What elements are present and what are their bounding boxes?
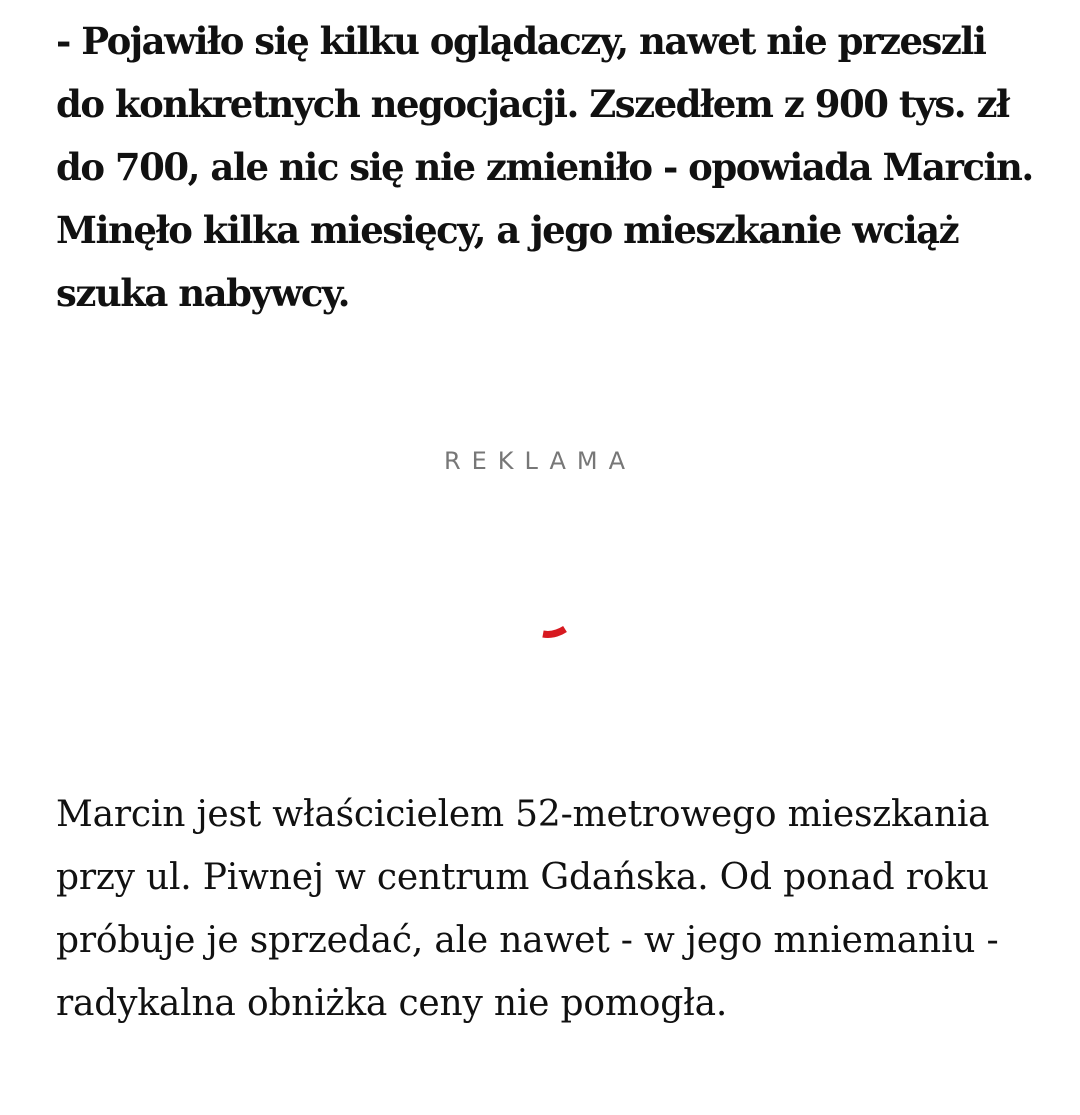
loading-spinner-arc	[543, 629, 565, 634]
advertisement-label: REKLAMA	[443, 447, 637, 475]
loading-spinner-icon	[527, 604, 581, 658]
body-paragraph: Marcin jest właścicielem 52-metrowego mieszkania przy ul. Piwnej w centrum Gdańska. Od ponad roku próbuje je sprzedać, ale nawet - w jego mniemaniu - radykalna obniżka ceny nie pomogła.	[56, 794, 999, 1024]
lead-paragraph: - Pojawiło się kilku oglądaczy, nawet nie przeszli do konkretnych negocjacji. Zszedłem z 900 tys. zł do 700, ale nic się nie zmieniło - opowiada Marcin. Minęło kilka miesięcy, a jego mieszkanie wciąż szuka nabywcy.	[56, 19, 1033, 315]
